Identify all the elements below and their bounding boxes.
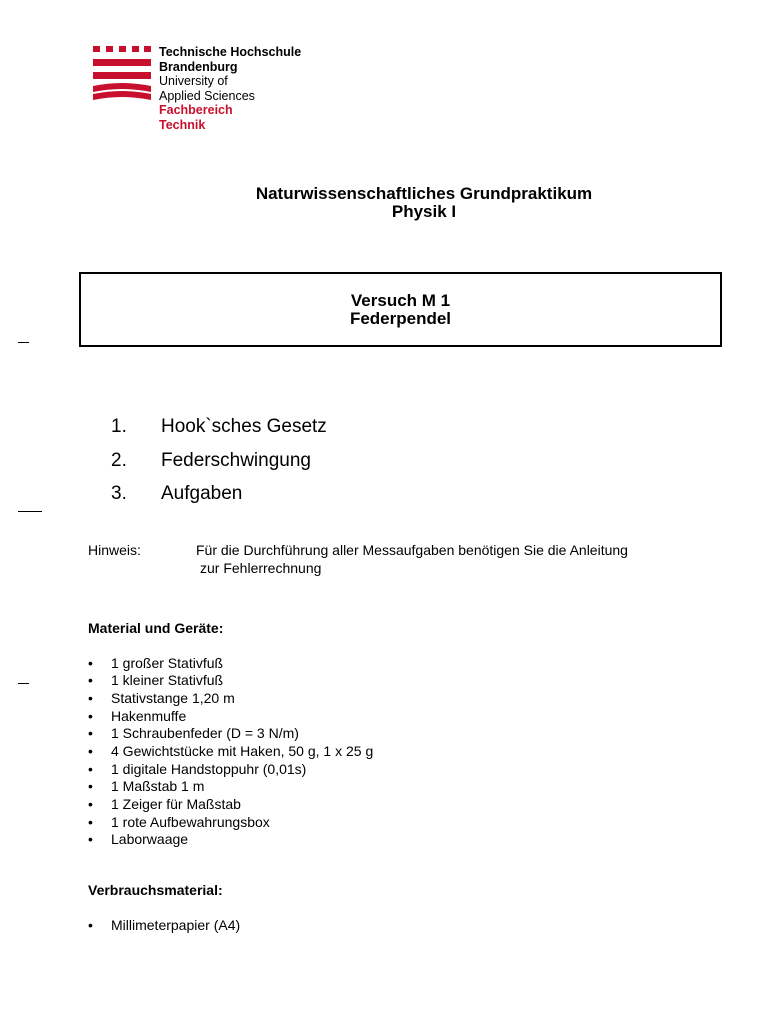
margin-mark <box>18 342 29 343</box>
bullet-icon: • <box>88 708 93 724</box>
experiment-number: Versuch M 1 <box>350 291 451 310</box>
consumables-heading: Verbrauchsmaterial: <box>88 882 223 898</box>
note-label: Hinweis: <box>88 542 141 558</box>
bullet-icon: • <box>88 690 93 706</box>
institution-name <box>159 45 301 132</box>
faculty-line-2: Technik <box>159 117 206 132</box>
logo-line-4: Applied Sciences <box>159 88 255 103</box>
bullet-icon: • <box>88 655 93 671</box>
contents-number: 3. <box>111 483 127 504</box>
contents-text: Federschwingung <box>161 450 311 471</box>
materials-heading: Material und Geräte: <box>88 620 224 636</box>
bullet-icon: • <box>88 761 93 777</box>
contents-number: 1. <box>111 416 127 437</box>
bullet-icon: • <box>88 672 93 688</box>
note-text-line-1: Für die Durchführung aller Messaufgaben benötigen Sie die Anleitung <box>196 542 628 558</box>
bullet-icon: • <box>88 917 93 933</box>
contents-text: Hook`sches Gesetz <box>161 416 327 437</box>
contents-number: 2. <box>111 450 127 471</box>
bullet-icon: • <box>88 831 93 847</box>
bullet-icon: • <box>88 814 93 830</box>
bullet-icon: • <box>88 796 93 812</box>
margin-mark <box>18 511 42 512</box>
course-subtitle: Physik I <box>391 202 457 221</box>
bullet-icon: • <box>88 725 93 741</box>
course-title: Naturwissenschaftliches Grundpraktikum <box>255 184 593 203</box>
note-text-line-2: zur Fehlerrechnung <box>200 560 322 576</box>
margin-mark <box>18 683 29 684</box>
bullet-icon: • <box>88 778 93 794</box>
experiment-box <box>79 272 722 347</box>
faculty-line-1: Fachbereich <box>159 103 233 117</box>
bullet-icon: • <box>88 743 93 759</box>
contents-text: Aufgaben <box>161 483 243 504</box>
logo-line-2: Brandenburg <box>159 59 238 74</box>
experiment-name: Federpendel <box>349 309 452 328</box>
university-logo-icon <box>93 46 151 100</box>
logo-line-1: Technische Hochschule <box>159 45 302 59</box>
logo-line-3: University of <box>159 74 228 88</box>
